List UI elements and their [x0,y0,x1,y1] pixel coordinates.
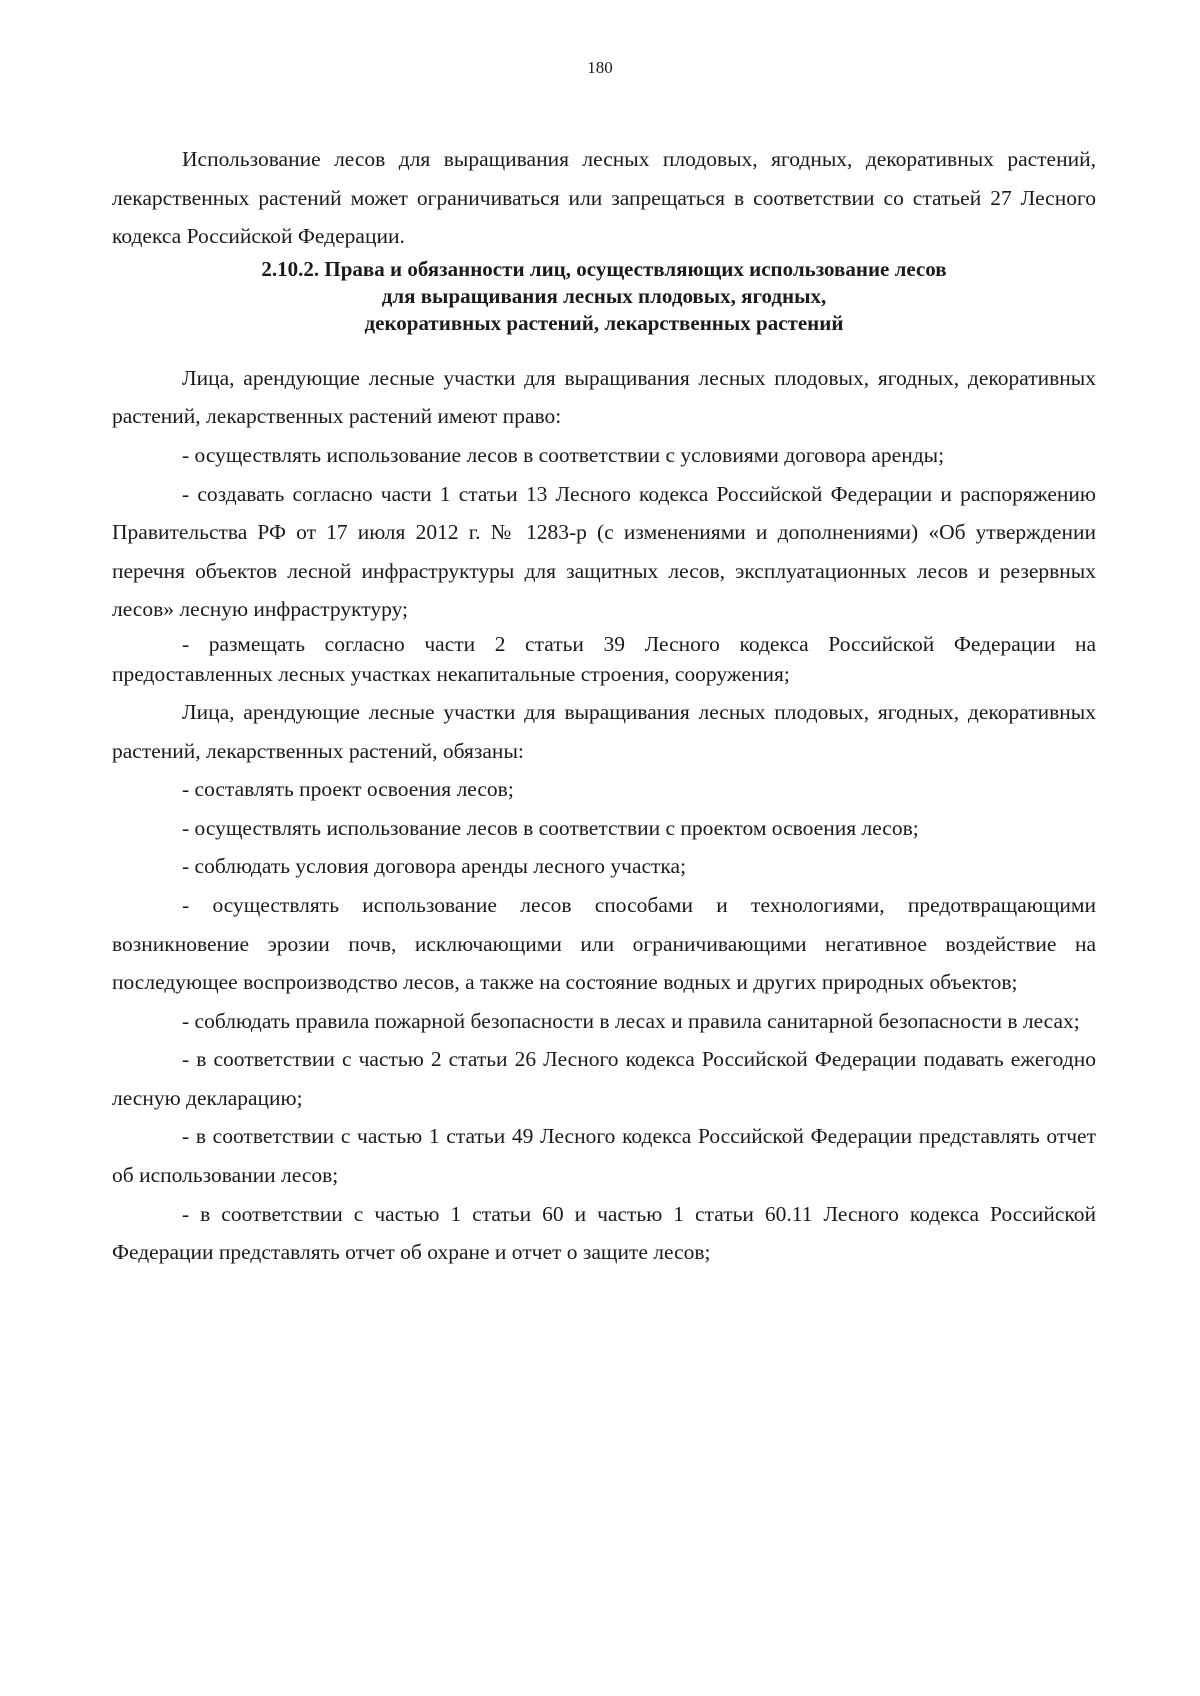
duties-item: - в соответствии с частью 1 статьи 49 Лесного кодекса Российской Федерации представлять отчет об использовании лесов; [112,1124,1096,1188]
section-heading-line: декоративных растений, лекарственных растений [364,310,844,335]
duties-item: - соблюдать условия договора аренды лесного участка; [182,854,687,879]
rights-item: - осуществлять использование лесов в соответствии с условиями договора аренды; [182,442,945,467]
page-number: 180 [587,58,613,77]
document-body [112,140,1096,1272]
rights-item: - размещать согласно части 2 статьи 39 Лесного кодекса Российской Федерации на предоставленных лесных участках некапитальные строения, сооружения; [112,631,1096,686]
rights-item: - создавать согласно части 1 статьи 13 Лесного кодекса Российской Федерации и распоряжению Правительства РФ от 17 июля 2012 г. № 1283-р (с изменениями и дополнениями) «Об утверждении перечня объектов лесной инфраструктуры для защитных лесов, эксплуатационных лесов и резервных лесов» лесную инфраструктуру; [112,481,1096,622]
intro-paragraph: Использование лесов для выращивания лесных плодовых, ягодных, декоративных растений, лекарственных растений может ограничиваться или запрещаться в соответствии со статьей 27 Лесного кодекса Российской Федерации. [112,147,1096,249]
section-heading-line: для выращивания лесных плодовых, ягодных, [381,283,827,308]
duties-item: - осуществлять использование лесов способами и технологиями, предотвращающими возникновение эрозии почв, исключающими или ограничивающими негативное воздействие на последующее воспроизводство лесов, а также на состояние водных и других природных объектов; [112,892,1096,995]
duties-item: - в соответствии с частью 1 статьи 60 и частью 1 статьи 60.11 Лесного кодекса Российской Федерации представлять отчет об охране и отчет о защите лесов; [112,1201,1096,1265]
spacer [112,337,1096,359]
duties-item: - в соответствии с частью 2 статьи 26 Лесного кодекса Российской Федерации подавать ежегодно лесную декларацию; [112,1047,1096,1110]
section-heading [112,256,1096,337]
duties-item: - составлять проект освоения лесов; [182,777,514,802]
section-heading-line: 2.10.2. Права и обязанности лиц, осуществляющих использование лесов [261,256,947,281]
duties-item: - соблюдать правила пожарной безопасности в лесах и правила санитарной безопасности в лесах; [182,1008,1080,1033]
duties-item: - осуществлять использование лесов в соответствии с проектом освоения лесов; [182,815,919,840]
duties-lead-paragraph: Лица, арендующие лесные участки для выращивания лесных плодовых, ягодных, декоративных растений, лекарственных растений, обязаны: [112,699,1096,763]
rights-lead-paragraph: Лица, арендующие лесные участки для выращивания лесных плодовых, ягодных, декоративных растений, лекарственных растений имеют право: [112,365,1096,429]
